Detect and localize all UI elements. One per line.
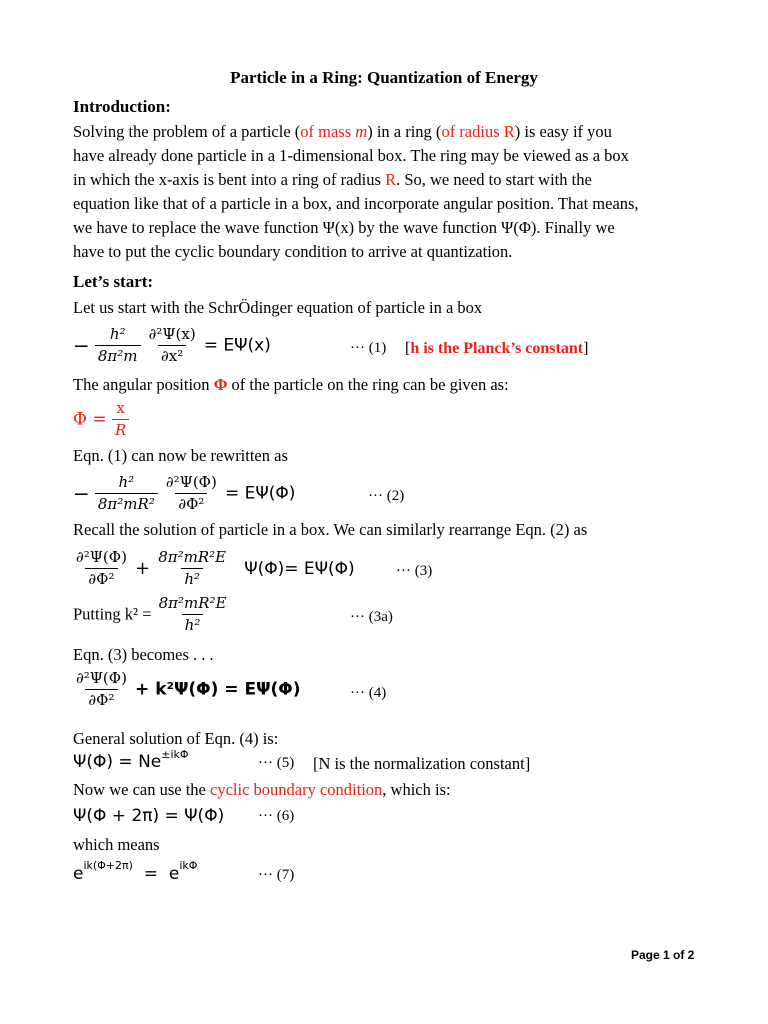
intro-heading: Introduction: xyxy=(73,97,171,116)
page-number: Page 1 of 2 xyxy=(631,948,695,962)
eq-7-ref: ··· (7) xyxy=(258,867,295,883)
equation-6: Ψ(Φ + 2π) = Ψ(Φ) xyxy=(73,806,225,826)
which-means-line: which means xyxy=(73,835,160,854)
start-heading: Let’s start: xyxy=(73,272,154,291)
general-line: General solution of Eqn. (4) is: xyxy=(73,729,279,748)
angular-line: The angular position Φ of the particle on the ring can be given as: xyxy=(73,375,509,394)
eq-5-ref: ··· (5) xyxy=(258,755,295,771)
mass-highlight: of mass m xyxy=(300,122,368,141)
equation-3a: Putting k² = $\frac{\text{8π²mR²E}}{\text{h²}}$ xyxy=(73,594,227,634)
planck-note: [h is the Planck’s constant] xyxy=(405,340,589,357)
intro-line-4: equation like that of a particle in a box, and incorporate angular position. That means, xyxy=(73,194,639,213)
cyclic-line: Now we can use the cyclic boundary condition, which is: xyxy=(73,780,451,799)
eq-6-ref: ··· (6) xyxy=(258,808,295,824)
equation-2: − $\frac{\text{h²}}{\text{8π²mR²}}$ $\frac{\text{∂²Ψ(Φ)}}{\text{∂Φ²}}$ = EΨ(Φ) xyxy=(73,473,296,513)
eq-4-ref: ··· (4) xyxy=(350,685,387,701)
eq-3a-ref: ··· (3a) xyxy=(350,609,393,625)
intro-line-5: we have to replace the wave function Ψ(x) by the wave function Ψ(Φ). Finally we xyxy=(73,218,615,237)
becomes-line: Eqn. (3) becomes . . . xyxy=(73,645,214,664)
intro-line-3: in which the x-axis is bent into a ring of radius R. So, we need to start with the xyxy=(73,170,592,189)
page-title: Particle in a Ring: Quantization of Energy xyxy=(230,68,538,87)
intro-line-1: Solving the problem of a particle (of mass m) in a ring (of radius R) is easy if you xyxy=(73,122,612,141)
rewrite-line: Eqn. (1) can now be rewritten as xyxy=(73,446,288,465)
equation-1: − $\frac{\text{h²}}{\text{8π²m}}$ $\frac{\text{∂²Ψ(x)}}{\text{∂x²}}$ = EΨ(x) xyxy=(73,325,271,365)
intro-line-2: have already done particle in a 1-dimensional box. The ring may be viewed as a box xyxy=(73,146,629,165)
eq-1-ref: ··· (1) xyxy=(350,340,387,356)
intro-line-6: have to put the cyclic boundary condition to arrive at quantization. xyxy=(73,242,513,261)
radius-highlight: of radius R xyxy=(441,122,515,141)
equation-5: $\Psi(\Phi) = Ne^{\pm ik\Phi}$ xyxy=(73,747,189,772)
equation-3: $\frac{\text{∂²Ψ(Φ)}}{\text{∂Φ²}}$ + $\frac{\text{8π²mR²E}}{\text{h²}}$ Ψ(Φ)= EΨ(Φ) xyxy=(76,548,355,588)
eq-3-ref: ··· (3) xyxy=(396,563,433,579)
start-line: Let us start with the SchrÖdinger equation of particle in a box xyxy=(73,298,483,317)
normalization-note: [N is the normalization constant] xyxy=(313,754,531,773)
eq-2-ref: ··· (2) xyxy=(368,488,405,504)
recall-line: Recall the solution of particle in a box. We can similarly rearrange Eqn. (2) as xyxy=(73,520,588,539)
intro-paragraph xyxy=(73,120,639,264)
equation-phi: Φ = $\frac{x}{R}$ xyxy=(73,400,129,439)
equation-7: $e^{ik(\Phi+2\pi)} = e^{ik\Phi}$ xyxy=(73,859,198,884)
equation-4: $\frac{\text{∂²Ψ(Φ)}}{\text{∂Φ²}}$ + k²Ψ(Φ) = EΨ(Φ) xyxy=(76,669,301,709)
